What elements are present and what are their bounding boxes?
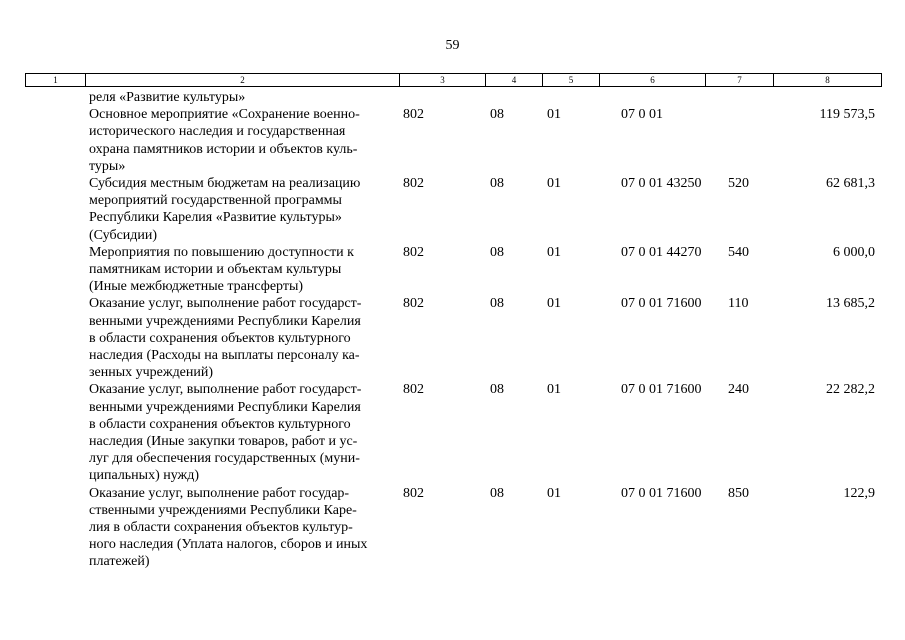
table-row [25, 295, 881, 381]
row-description [89, 244, 409, 296]
code-section: 08 [490, 244, 504, 260]
code-subsection: 01 [547, 382, 561, 398]
description-line: мероприятий государственной программы [89, 193, 342, 209]
row-description [89, 106, 409, 175]
code-target-article: 07 0 01 71600 [621, 485, 702, 501]
description-line: Субсидия местным бюджетам на реализацию [89, 176, 361, 192]
column-number-7: 7 [706, 74, 774, 87]
budget-table-body [25, 89, 881, 571]
description-line: Оказание услуг, выполнение работ государ- [89, 485, 350, 501]
code-expense-type: 110 [728, 296, 749, 312]
table-row [25, 381, 881, 484]
row-description [89, 175, 409, 244]
code-target-article: 07 0 01 43250 [621, 176, 702, 192]
code-section: 08 [490, 176, 504, 192]
table-row [25, 244, 881, 296]
amount: 119 573,5 [819, 107, 875, 123]
code-admin: 802 [403, 244, 424, 260]
code-admin: 802 [403, 296, 424, 312]
code-expense-type: 520 [728, 176, 749, 192]
column-number-header [25, 73, 882, 87]
description-line: Мероприятия по повышению доступности к [89, 244, 354, 260]
description-line: лия в области сохранения объектов культур- [89, 520, 353, 536]
code-subsection: 01 [547, 244, 561, 260]
code-subsection: 01 [547, 485, 561, 501]
page-number: 59 [445, 38, 460, 53]
row-description [89, 89, 409, 106]
table-row [25, 106, 881, 175]
code-admin: 802 [403, 382, 424, 398]
description-line: ного наследия (Уплата налогов, сборов и иных [89, 537, 368, 553]
table-row [25, 175, 881, 244]
description-line: (Субсидии) [89, 227, 158, 243]
column-number-2: 2 [86, 74, 400, 87]
description-line: памятникам истории и объектам культуры [89, 262, 342, 278]
description-line: Оказание услуг, выполнение работ государст- [89, 382, 362, 398]
code-admin: 802 [403, 485, 424, 501]
column-number-5: 5 [543, 74, 600, 87]
amount: 6 000,0 [833, 244, 875, 260]
description-line: луг для обеспечения государственных (муни- [89, 451, 360, 467]
amount: 13 685,2 [826, 296, 875, 312]
row-description [89, 485, 409, 571]
description-line: Оказание услуг, выполнение работ государст- [89, 296, 362, 312]
description-line: наследия (Расходы на выплаты персоналу ка- [89, 348, 360, 364]
code-section: 08 [490, 107, 504, 123]
column-number-8: 8 [774, 74, 882, 87]
description-line: венными учреждениями Республики Карелия [89, 313, 361, 329]
code-section: 08 [490, 382, 504, 398]
row-description [89, 295, 409, 381]
code-expense-type: 240 [728, 382, 749, 398]
description-line: Основное мероприятие «Сохранение военно- [89, 107, 360, 123]
row-description [89, 381, 409, 484]
description-line: наследия (Иные закупки товаров, работ и ус- [89, 434, 358, 450]
code-target-article: 07 0 01 [621, 107, 663, 123]
description-line: (Иные межбюджетные трансферты) [89, 279, 304, 295]
description-line: охрана памятников истории и объектов куль- [89, 141, 358, 157]
code-section: 08 [490, 296, 504, 312]
code-subsection: 01 [547, 296, 561, 312]
code-target-article: 07 0 01 71600 [621, 382, 702, 398]
code-subsection: 01 [547, 176, 561, 192]
description-line: зенных учреждений) [89, 365, 214, 381]
description-line: платежей) [89, 554, 150, 570]
description-line: венными учреждениями Республики Карелия [89, 399, 361, 415]
table-row [25, 485, 881, 571]
amount: 22 282,2 [826, 382, 875, 398]
code-expense-type: 540 [728, 244, 749, 260]
column-number-1: 1 [26, 74, 86, 87]
code-target-article: 07 0 01 44270 [621, 244, 702, 260]
description-line: Республики Карелия «Развитие культуры» [89, 210, 342, 226]
column-number-3: 3 [400, 74, 486, 87]
code-subsection: 01 [547, 107, 561, 123]
description-line: в области сохранения объектов культурного [89, 416, 351, 432]
column-number-6: 6 [600, 74, 706, 87]
column-number-4: 4 [486, 74, 543, 87]
code-expense-type: 850 [728, 485, 749, 501]
code-admin: 802 [403, 176, 424, 192]
description-line: туры» [89, 158, 126, 174]
amount: 122,9 [843, 485, 875, 501]
description-line: в области сохранения объектов культурного [89, 330, 351, 346]
table-row [25, 89, 881, 106]
amount: 62 681,3 [826, 176, 875, 192]
description-line: ципальных) нужд) [89, 468, 200, 484]
code-section: 08 [490, 485, 504, 501]
description-line: исторического наследия и государственная [89, 124, 346, 140]
code-target-article: 07 0 01 71600 [621, 296, 702, 312]
description-line: ственными учреждениями Республики Каре- [89, 502, 357, 518]
description-line: реля «Развитие культуры» [89, 90, 246, 105]
code-admin: 802 [403, 107, 424, 123]
